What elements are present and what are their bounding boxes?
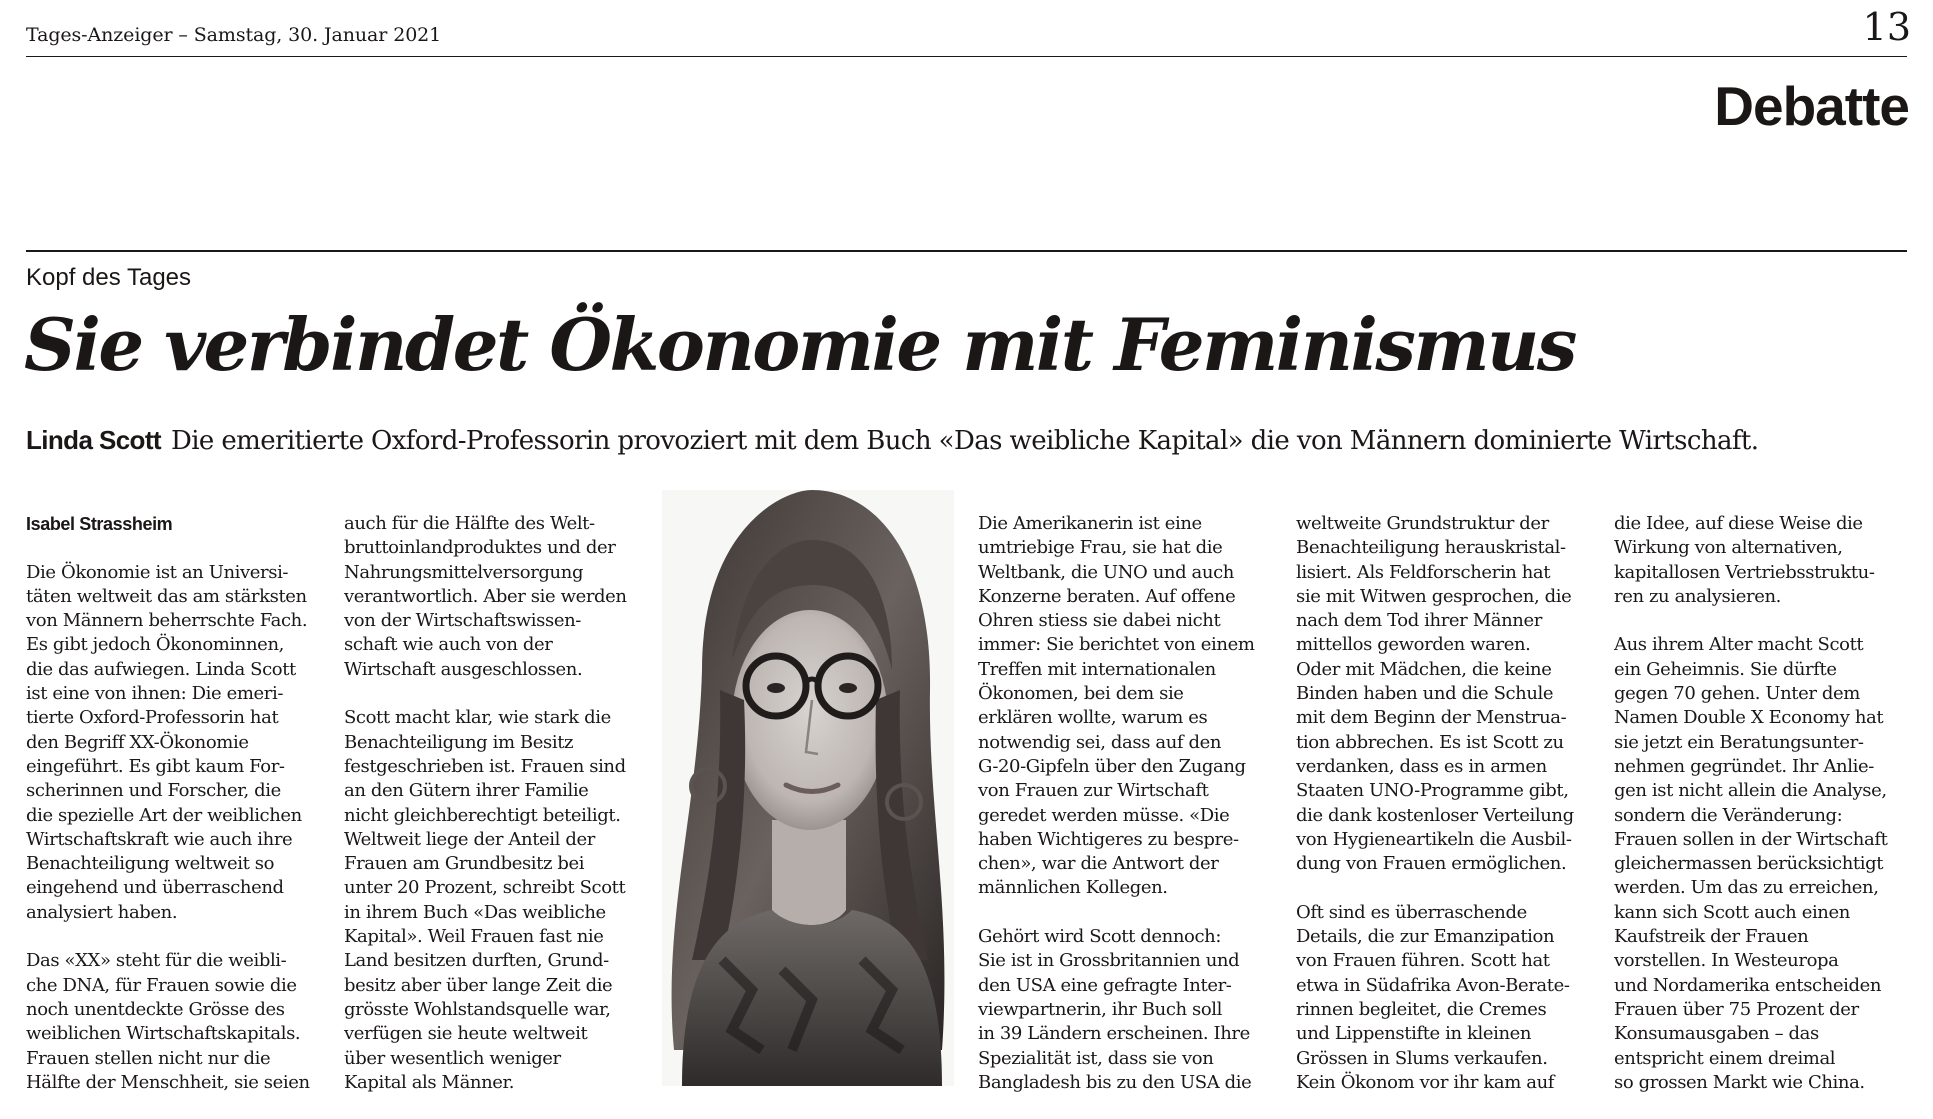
section-title: Debatte (1714, 75, 1909, 137)
text-line: rinnen begleitet, die Cremes (1296, 998, 1547, 1020)
text-line: Nahrungsmittelversorgung (344, 561, 584, 583)
text-line: kapitallosen Vertriebsstruktu- (1614, 561, 1875, 583)
text-line: entspricht einem dreimal (1614, 1047, 1836, 1069)
text-line: Benachteiligung im Besitz (344, 731, 574, 753)
text-line: Kein Ökonom vor ihr kam auf (1296, 1071, 1555, 1093)
lead-name: Linda Scott (26, 425, 161, 455)
text-line: eingehend und überraschend (26, 877, 284, 899)
text-line: Binden haben und die Schule (1296, 683, 1554, 705)
text-line: Staaten UNO-Programme gibt, (1296, 780, 1569, 802)
text-line: scherinnen und Forscher, die (26, 780, 281, 802)
text-line: Kapital als Männer. (344, 1071, 515, 1093)
text-line: Grössen in Slums verkaufen. (1296, 1047, 1548, 1069)
text-line: lisiert. Als Feldforscherin hat (1296, 561, 1551, 583)
text-line: sie mit Witwen gesprochen, die (1296, 585, 1572, 607)
text-line: grösste Wohlstandsquelle war, (344, 998, 611, 1020)
text-line: von Frauen führen. Scott hat (1296, 950, 1550, 972)
header-rule (26, 56, 1907, 57)
text-line: kann sich Scott auch einen (1614, 901, 1850, 923)
text-line: an den Gütern ihrer Familie (344, 780, 589, 802)
text-line: nach dem Tod ihrer Männer (1296, 610, 1542, 632)
text-line: analysiert haben. (26, 901, 178, 923)
lead-text: Die emeritierte Oxford-Professorin provoziert mit dem Buch «Das weibliche Kapital» die von Männern dominierte Wirtschaft. (170, 426, 1759, 456)
text-line: Wirtschaftskraft wie auch ihre (26, 828, 293, 850)
text-line: Benachteiligung weltweit so (26, 853, 275, 875)
text-line: chen», war die Antwort der (978, 853, 1219, 875)
text-line: erklären wollte, warum es (978, 707, 1208, 729)
kicker: Kopf des Tages (26, 264, 192, 291)
text-line: Es gibt jedoch Ökonominnen, (26, 634, 284, 656)
text-line: von Frauen zur Wirtschaft (978, 780, 1209, 802)
text-line: Details, die zur Emanzipation (1296, 926, 1555, 948)
text-line: gegen 70 gehen. Unter dem (1614, 683, 1860, 705)
text-line: Scott macht klar, wie stark die (344, 707, 611, 729)
portrait-illustration (662, 490, 954, 1086)
text-line: Weltweit liege der Anteil der (344, 828, 595, 850)
article-paragraph (1614, 633, 1887, 1095)
text-line: verantwortlich. Aber sie werden (344, 585, 627, 607)
text-line: von der Wirtschaftswissen- (344, 610, 581, 632)
text-line: Die Ökonomie ist an Universi- (26, 561, 289, 583)
text-line: Bangladesh bis zu den USA die (978, 1071, 1252, 1093)
text-line: ist eine von ihnen: Die emeri- (26, 683, 283, 705)
text-line: von Männern beherrschte Fach. (26, 610, 308, 632)
text-line: so grossen Markt wie China. (1614, 1071, 1865, 1093)
text-line: tierte Oxford-Professorin hat (26, 707, 279, 729)
text-line: männlichen Kollegen. (978, 877, 1168, 899)
text-line: Spezialität ist, dass sie von (978, 1047, 1214, 1069)
text-line: ren zu analysieren. (1614, 585, 1781, 607)
text-line: G-20-Gipfeln über den Zugang (978, 755, 1246, 777)
text-line: nicht gleichberechtigt beteiligt. (344, 804, 621, 826)
article-paragraph (1614, 512, 1887, 609)
text-line: Frauen stellen nicht nur die (26, 1047, 271, 1069)
lead (26, 425, 1758, 456)
text-line: mit dem Beginn der Menstrua- (1296, 707, 1567, 729)
article-column-2 (344, 512, 627, 1119)
text-line: Frauen sollen in der Wirtschaft (1614, 828, 1888, 850)
article-column-4 (1296, 512, 1574, 1119)
text-line: die spezielle Art der weiblichen (26, 804, 302, 826)
text-line: Die Amerikanerin ist eine (978, 513, 1202, 534)
text-line: eingeführt. Es gibt kaum For- (26, 755, 285, 777)
portrait-photo (662, 490, 954, 1086)
text-line: und Nordamerika entscheiden (1614, 974, 1882, 996)
text-line: schaft wie auch von der (344, 634, 553, 656)
text-line: che DNA, für Frauen sowie die (26, 974, 297, 996)
text-line: Gehört wird Scott dennoch: (978, 926, 1222, 948)
headline: Sie verbindet Ökonomie mit Feminismus (24, 302, 1575, 387)
text-line: verdanken, dass es in armen (1296, 755, 1547, 777)
text-line: sondern die Veränderung: (1614, 804, 1843, 826)
article-column-5 (1614, 512, 1887, 1119)
text-line: Hälfte der Menschheit, sie seien (26, 1071, 310, 1093)
text-line: Treffen mit internationalen (978, 658, 1216, 680)
text-line: Frauen über 75 Prozent der (1614, 998, 1859, 1020)
text-line: etwa in Südafrika Avon-Berate- (1296, 974, 1570, 996)
running-head: Tages-Anzeiger – Samstag, 30. Januar 2021 (26, 24, 442, 46)
article-paragraph (26, 949, 310, 1095)
text-line: mittellos geworden waren. (1296, 634, 1531, 656)
text-line: über wesentlich weniger (344, 1047, 561, 1069)
text-line: besitz aber über lange Zeit die (344, 974, 613, 996)
article-paragraph (26, 561, 310, 925)
text-line: Aus ihrem Alter macht Scott (1614, 634, 1864, 656)
article-paragraph (344, 706, 627, 1095)
text-line: Wirkung von alternativen, (1614, 537, 1843, 559)
text-line: Frauen am Grundbesitz bei (344, 853, 585, 875)
text-line: weltweite Grundstruktur der (1296, 513, 1549, 534)
text-line: Benachteiligung herauskristal- (1296, 537, 1566, 559)
article-paragraph (1296, 512, 1574, 876)
text-line: werden. Um das zu erreichen, (1614, 877, 1879, 899)
text-line: in ihrem Buch «Das weibliche (344, 901, 606, 923)
text-line: auch für die Hälfte des Welt- (344, 513, 595, 534)
text-line: weiblichen Wirtschaftskapitals. (26, 1023, 301, 1045)
text-line: Konzerne beraten. Auf offene (978, 585, 1236, 607)
page-number: 13 (1862, 5, 1911, 49)
text-line: verfügen sie heute weltweit (344, 1023, 588, 1045)
text-line: und Lippenstifte in kleinen (1296, 1023, 1532, 1045)
text-line: Wirtschaft ausgeschlossen. (344, 658, 583, 680)
article-top-rule (26, 250, 1907, 252)
text-line: von Hygieneartikeln die Ausbil- (1296, 828, 1572, 850)
text-line: die das aufwiegen. Linda Scott (26, 658, 296, 680)
text-line: den Begriff XX-Ökonomie (26, 731, 249, 753)
text-line: die dank kostenloser Verteilung (1296, 804, 1574, 826)
text-line: Land besitzen durften, Grund- (344, 950, 609, 972)
text-line: die Idee, auf diese Weise die (1614, 513, 1863, 534)
text-line: viewpartnerin, ihr Buch soll (978, 998, 1222, 1020)
text-line: gleichermassen berücksichtigt (1614, 853, 1884, 875)
text-line: den USA eine gefragte Inter- (978, 974, 1232, 996)
text-line: nehmen gegründet. Ihr Anlie- (1614, 755, 1874, 777)
text-line: Das «XX» steht für die weibli- (26, 950, 287, 972)
text-line: täten weltweit das am stärksten (26, 585, 307, 607)
text-line: vorstellen. In Westeuropa (1614, 950, 1839, 972)
article-paragraph (978, 925, 1255, 1095)
article-column-3 (978, 512, 1255, 1119)
text-line: noch unentdeckte Grösse des (26, 998, 285, 1020)
text-line: Kaufstreik der Frauen (1614, 926, 1809, 948)
text-line: dung von Frauen ermöglichen. (1296, 853, 1567, 875)
text-line: sie jetzt ein Beratungsunter- (1614, 731, 1864, 753)
article-column-1 (26, 512, 310, 1119)
text-line: Oft sind es überraschende (1296, 901, 1527, 923)
text-line: ein Geheimnis. Sie dürfte (1614, 658, 1837, 680)
text-line: umtriebige Frau, sie hat die (978, 537, 1223, 559)
text-line: immer: Sie berichtet von einem (978, 634, 1255, 656)
article-paragraph (978, 512, 1255, 901)
text-line: Oder mit Mädchen, die keine (1296, 658, 1552, 680)
text-line: notwendig sei, dass auf den (978, 731, 1222, 753)
text-line: Weltbank, die UNO und auch (978, 561, 1234, 583)
text-line: tion abbrechen. Es ist Scott zu (1296, 731, 1564, 753)
text-line: Ökonomen, bei dem sie (978, 683, 1184, 705)
text-line: festgeschrieben ist. Frauen sind (344, 755, 626, 777)
text-line: geredet werden müsse. «Die (978, 804, 1230, 826)
text-line: unter 20 Prozent, schreibt Scott (344, 877, 626, 899)
author-byline: Isabel Strassheim (26, 514, 173, 534)
text-line: haben Wichtigeres zu bespre- (978, 828, 1239, 850)
article-paragraph (1296, 901, 1574, 1095)
text-line: Konsumausgaben – das (1614, 1023, 1819, 1045)
text-line: bruttoinlandproduktes und der (344, 537, 616, 559)
text-line: gen ist nicht allein die Analyse, (1614, 780, 1887, 802)
text-line: in 39 Ländern erscheinen. Ihre (978, 1023, 1250, 1045)
text-line: Ohren stiess sie dabei nicht (978, 610, 1221, 632)
text-line: Namen Double X Economy hat (1614, 707, 1884, 729)
text-line: Sie ist in Grossbritannien und (978, 950, 1240, 972)
article-paragraph (344, 512, 627, 682)
text-line: Kapital». Weil Frauen fast nie (344, 926, 604, 948)
